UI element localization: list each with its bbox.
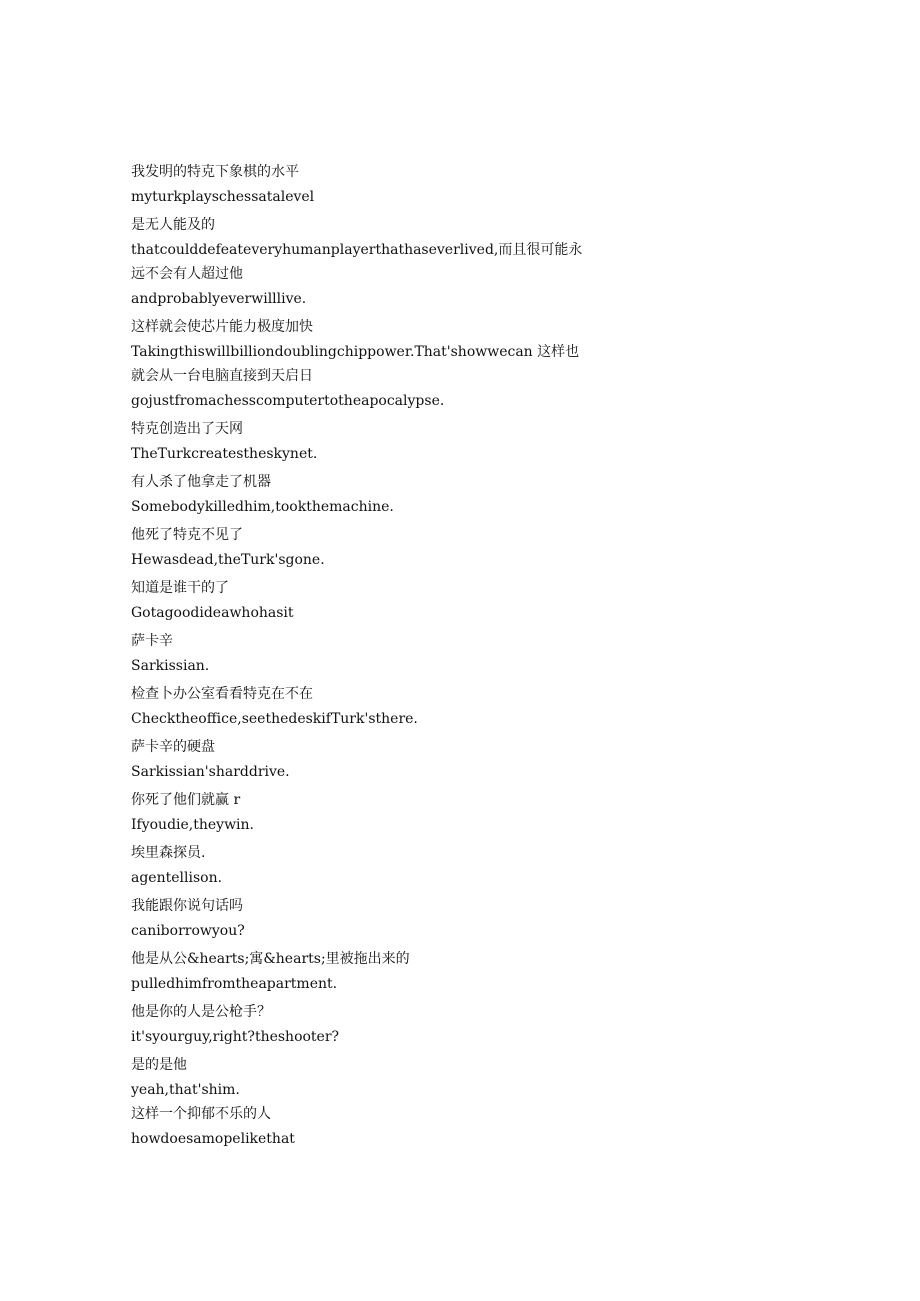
subtitle-pair xyxy=(131,1102,591,1151)
english-line: Sarkissian. xyxy=(131,657,210,674)
subtitle-pair xyxy=(131,735,591,784)
chinese-line: 你死了他们就赢 r xyxy=(131,792,241,808)
chinese-line: 我能跟你说句话吗 xyxy=(131,898,243,914)
english-line: Somebodykilledhim,tookthemachine. xyxy=(131,498,394,515)
chinese-line: 这样一个抑郁不乐的人 xyxy=(131,1106,271,1122)
english-line: Checktheoffice,seethedeskifTurk'sthere. xyxy=(131,710,418,727)
english-line: yeah,that'shim. xyxy=(131,1081,240,1098)
subtitle-pair xyxy=(131,629,591,678)
chinese-line: 他是从公&hearts;寓&hearts;里被拖出来的 xyxy=(131,951,410,967)
chinese-line: 他是你的人是公枪手？ xyxy=(131,1004,271,1020)
chinese-line: 知道是谁干的了 xyxy=(131,580,229,596)
subtitle-pair xyxy=(131,682,591,731)
mixed-line: Takingthiswillbilliondoublingchippower.That'showwecan 这样也就会从一台电脑直接到天启日 xyxy=(131,343,580,384)
subtitle-pair xyxy=(131,788,591,837)
chinese-line: 埃里森探员. xyxy=(131,845,206,861)
subtitle-pair xyxy=(131,841,591,890)
english-line: it'syourguy,right?theshooter? xyxy=(131,1028,340,1045)
english-line: caniborrowyou? xyxy=(131,922,245,939)
subtitle-pair xyxy=(131,1000,591,1049)
english-line: gojustfromachesscomputertotheapocalypse. xyxy=(131,392,445,409)
english-line: pulledhimfromtheapartment. xyxy=(131,975,338,992)
english-line: howdoesamopelikethat xyxy=(131,1130,295,1147)
chinese-line: 是无人能及的 xyxy=(131,217,215,233)
chinese-line: 萨卡辛的硬盘 xyxy=(131,739,215,755)
chinese-line: 有人杀了他拿走了机器 xyxy=(131,474,271,490)
subtitle-transcript xyxy=(131,160,591,1151)
subtitle-pair xyxy=(131,1053,591,1102)
english-line: Ifyoudie,theywin. xyxy=(131,816,255,833)
subtitle-pair xyxy=(131,894,591,943)
chinese-line: 这样就会使芯片能力极度加快 xyxy=(131,319,313,335)
chinese-line: 他死了特克不见了 xyxy=(131,527,243,543)
chinese-line: 我发明的特克下象棋的水平 xyxy=(131,164,299,180)
english-line: myturkplayschessatalevel xyxy=(131,188,315,205)
chinese-line: 特克创造出了天网 xyxy=(131,421,243,437)
chinese-line: 检查卜办公室看看特克在不在 xyxy=(131,686,313,702)
english-line: andprobablyeverwilllive. xyxy=(131,290,307,307)
english-line: TheTurkcreatestheskynet. xyxy=(131,445,318,462)
subtitle-pair xyxy=(131,523,591,572)
subtitle-pair xyxy=(131,417,591,466)
subtitle-pair xyxy=(131,470,591,519)
subtitle-pair xyxy=(131,213,591,311)
subtitle-pair xyxy=(131,576,591,625)
subtitle-pair xyxy=(131,315,591,413)
subtitle-pair xyxy=(131,947,591,996)
mixed-line: thatcoulddefeateveryhumanplayerthathaseverlived,而且很可能永远不会有人超过他 xyxy=(131,241,583,282)
chinese-line: 是的是他 xyxy=(131,1057,187,1073)
english-line: Gotagoodideawhohasit xyxy=(131,604,294,621)
subtitle-pair xyxy=(131,160,591,209)
english-line: Sarkissian'sharddrive. xyxy=(131,763,290,780)
chinese-line: 萨卡辛 xyxy=(131,633,173,649)
english-line: agentellison. xyxy=(131,869,223,886)
english-line: Hewasdead,theTurk'sgone. xyxy=(131,551,325,568)
